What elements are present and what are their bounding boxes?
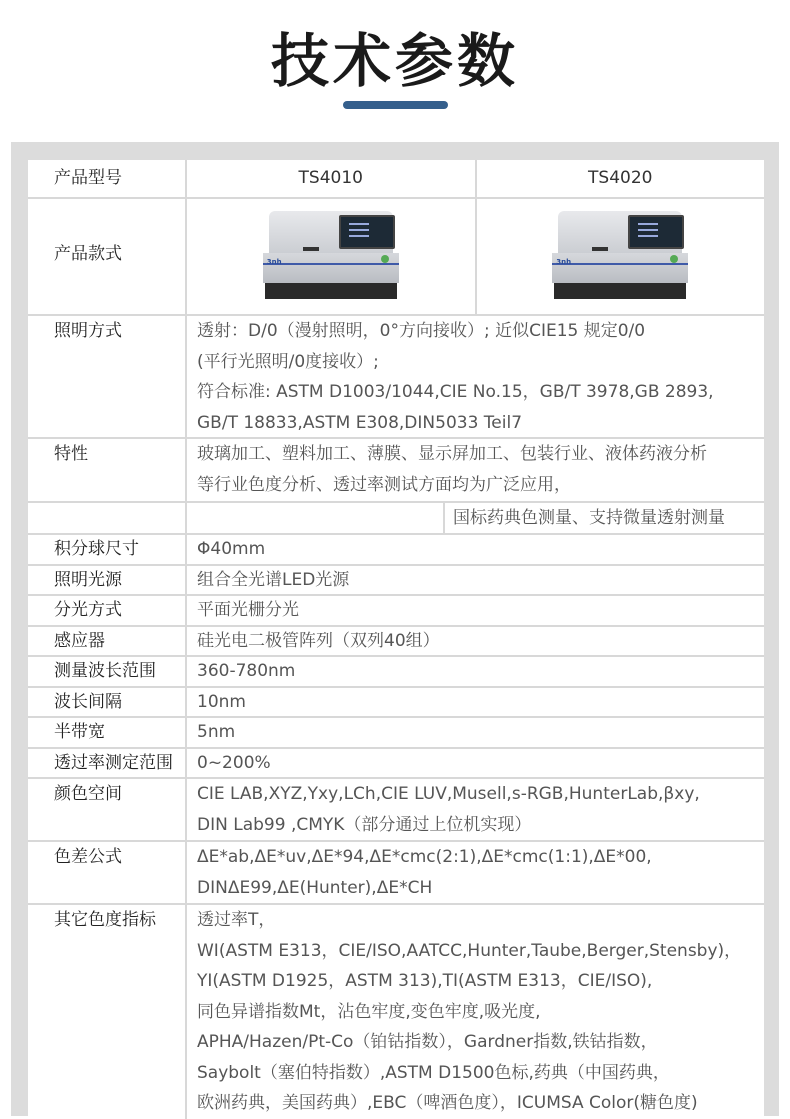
row-label: 波长间隔	[28, 688, 187, 717]
spectrophotometer-image: 3nh	[552, 211, 688, 303]
row-value: 5nm	[197, 722, 236, 742]
page-title: 技术参数	[270, 27, 519, 95]
row-label: 测量波长范围	[28, 657, 187, 686]
row-label: 照明光源	[28, 566, 187, 595]
model-ts4020: TS4020	[475, 160, 765, 197]
row-value: 透过率T， WI(ASTM E313，CIE/ISO,AATCC,Hunter,Taube,Berger,Stensby)， YI(ASTM D1925，ASTM 313),TI(ASTM E313，CIE/ISO), 同色异谱指数Mt，沾色牢度,变色牢度,吸光度, APHA/Hazen/Pt-Co（铂钴指数），Gardner指数,铁钴指数， Saybolt（塞伯特指数）,ASTM D1500色标,药典（中国药典， 欧洲药典，美国药典）,EBC（啤酒色度），ICUMSA Color(糖色度)	[197, 910, 742, 1113]
wavelength-interval-row	[28, 686, 764, 717]
model-ts4010: TS4010	[298, 168, 363, 188]
row-value: 10nm	[197, 691, 246, 712]
spectral-method-row	[28, 594, 764, 625]
row-label: 透过率测定范围	[28, 749, 187, 778]
sphere-size-row	[28, 533, 764, 564]
style-row	[28, 197, 764, 314]
row-label: 其它色度指标	[28, 905, 187, 1119]
row-label: 分光方式	[28, 596, 187, 625]
row-value: 0~200%	[197, 752, 271, 773]
model-row	[28, 160, 764, 197]
spectrophotometer-image: 3nh	[263, 211, 399, 303]
color-space-row	[28, 777, 764, 840]
features-note-row	[28, 501, 764, 533]
half-bandwidth-row	[28, 716, 764, 747]
wavelength-range-row	[28, 655, 764, 686]
page-header	[0, 0, 790, 142]
row-label: 感应器	[28, 627, 187, 656]
row-value: 360-780nm	[197, 661, 296, 681]
transmittance-range-row	[28, 747, 764, 778]
row-value: 透射：D/0（漫射照明，0°方向接收）; 近似CIE15 规定0/0 (平行光照明/0度接收）; 符合标准: ASTM D1003/1044,CIE No.15，GB/T 3978,GB 2893, GB/T 18833,ASTM E308,DIN5033 Teil7	[197, 321, 714, 433]
row-label: 积分球尺寸	[28, 535, 187, 564]
row-label: 特性	[28, 439, 187, 501]
illumination-row	[28, 314, 764, 437]
row-value: ΔE*ab,ΔE*uv,ΔE*94,ΔE*cmc(2:1),ΔE*cmc(1:1),ΔE*00, DINΔE99,ΔE(Hunter),ΔE*CH	[197, 847, 652, 898]
row-value: 国标药典色测量、支持微量透射测量	[443, 503, 764, 533]
model-label: 产品型号	[28, 160, 187, 197]
other-indices-row	[28, 903, 764, 1119]
row-value: Φ40mm	[197, 539, 266, 559]
spec-table	[28, 160, 764, 1119]
sensor-row	[28, 625, 764, 656]
row-value: 组合全光谱LED光源	[197, 569, 350, 590]
row-value: 玻璃加工、塑料加工、薄膜、显示屏加工、包装行业、液体药液分析 等行业色度分析、透过率测试方面均为广泛应用，	[197, 444, 707, 495]
row-label: 半带宽	[28, 718, 187, 747]
title-underline	[343, 101, 448, 109]
row-label: 色差公式	[28, 842, 187, 903]
row-value: 平面光栅分光	[197, 600, 299, 620]
row-label	[28, 503, 187, 533]
light-source-row	[28, 564, 764, 595]
style-label: 产品款式	[28, 199, 187, 314]
spec-panel	[11, 142, 779, 1116]
device-image-ts4020	[475, 199, 765, 314]
row-label: 照明方式	[28, 316, 187, 437]
row-label: 颜色空间	[28, 779, 187, 840]
row-value: CIE LAB,XYZ,Yxy,LCh,CIE LUV,Musell,s-RGB,HunterLab,βxy, DIN Lab99 ,CMYK（部分通过上位机实现）	[197, 784, 700, 835]
features-row	[28, 437, 764, 501]
color-difference-row	[28, 840, 764, 903]
device-image-ts4010	[187, 199, 475, 314]
row-value: 硅光电二极管阵列（双列40组）	[197, 630, 440, 651]
